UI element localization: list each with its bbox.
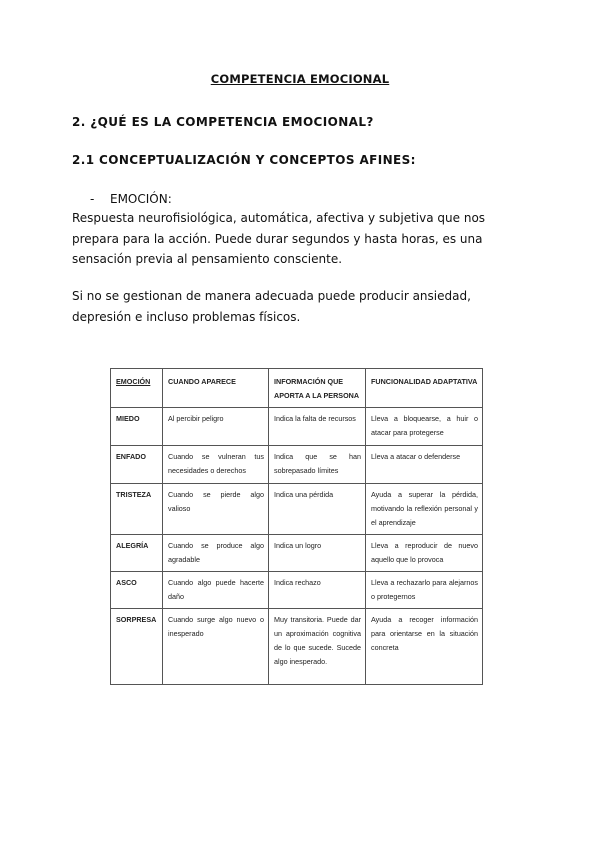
cell-when: Cuando se pierde algo valioso bbox=[163, 484, 269, 535]
cell-info: Muy transitoria. Puede dar un aproximación cognitiva de lo que sucede. Sucede algo inesperado. bbox=[269, 609, 366, 685]
cell-emotion: ASCO bbox=[111, 572, 163, 609]
header-cuando-aparece: CUANDO APARECE bbox=[163, 369, 269, 408]
cell-emotion: MIEDO bbox=[111, 408, 163, 446]
cell-emotion: ENFADO bbox=[111, 446, 163, 484]
emotions-table bbox=[110, 368, 483, 685]
definition-paragraph: Respuesta neurofisiológica, automática, afectiva y subjetiva que nos prepara para la acción. Puede durar segundos y hasta horas, es una sensación previa al pensamiento consciente. bbox=[72, 211, 486, 266]
cell-emotion: TRISTEZA bbox=[111, 484, 163, 535]
consequences-paragraph: Si no se gestionan de manera adecuada puede producir ansiedad, depresión e incluso problemas físicos. bbox=[72, 289, 471, 324]
cell-when: Cuando surge algo nuevo o inesperado bbox=[163, 609, 269, 685]
cell-when: Al percibir peligro bbox=[163, 408, 269, 446]
cell-function: Ayuda a recoger información para orientarse en la situación concreta bbox=[366, 609, 483, 685]
bullet-dash: - bbox=[90, 192, 95, 206]
cell-function: Lleva a rechazarlo para alejarnos o protegernos bbox=[366, 572, 483, 609]
cell-info: Indica una pérdida bbox=[269, 484, 366, 535]
cell-emotion: ALEGRÍA bbox=[111, 535, 163, 572]
table-row bbox=[111, 572, 483, 609]
subsection-heading: 2.1 CONCEPTUALIZACIÓN Y CONCEPTOS AFINES: bbox=[72, 153, 416, 167]
cell-function: Lleva a reproducir de nuevo aquello que lo provoca bbox=[366, 535, 483, 572]
table-header-row bbox=[111, 369, 483, 408]
cell-function: Lleva a atacar o defenderse bbox=[366, 446, 483, 484]
document-title: COMPETENCIA EMOCIONAL bbox=[210, 72, 390, 86]
section-heading: 2. ¿QUÉ ES LA COMPETENCIA EMOCIONAL? bbox=[72, 115, 374, 129]
cell-info: Indica que se han sobrepasado límites bbox=[269, 446, 366, 484]
header-informacion: INFORMACIÓN QUE APORTA A LA PERSONA bbox=[269, 369, 366, 408]
cell-emotion: SORPRESA bbox=[111, 609, 163, 685]
table-row bbox=[111, 484, 483, 535]
cell-function: Lleva a bloquearse, a huir o atacar para protegerse bbox=[366, 408, 483, 446]
cell-when: Cuando se vulneran tus necesidades o derechos bbox=[163, 446, 269, 484]
table-row bbox=[111, 446, 483, 484]
header-funcionalidad: FUNCIONALIDAD ADAPTATIVA bbox=[366, 369, 483, 408]
table-row bbox=[111, 408, 483, 446]
cell-when: Cuando se produce algo agradable bbox=[163, 535, 269, 572]
cell-function: Ayuda a superar la pérdida, motivando la reflexión personal y el aprendizaje bbox=[366, 484, 483, 535]
header-emocion: EMOCIÓN bbox=[111, 369, 163, 408]
cell-info: Indica un logro bbox=[269, 535, 366, 572]
table-row bbox=[111, 609, 483, 685]
bullet-emocion bbox=[90, 192, 172, 206]
cell-info: Indica la falta de recursos bbox=[269, 408, 366, 446]
table-row bbox=[111, 535, 483, 572]
cell-when: Cuando algo puede hacerte daño bbox=[163, 572, 269, 609]
bullet-label: EMOCIÓN: bbox=[110, 192, 172, 206]
cell-info: Indica rechazo bbox=[269, 572, 366, 609]
